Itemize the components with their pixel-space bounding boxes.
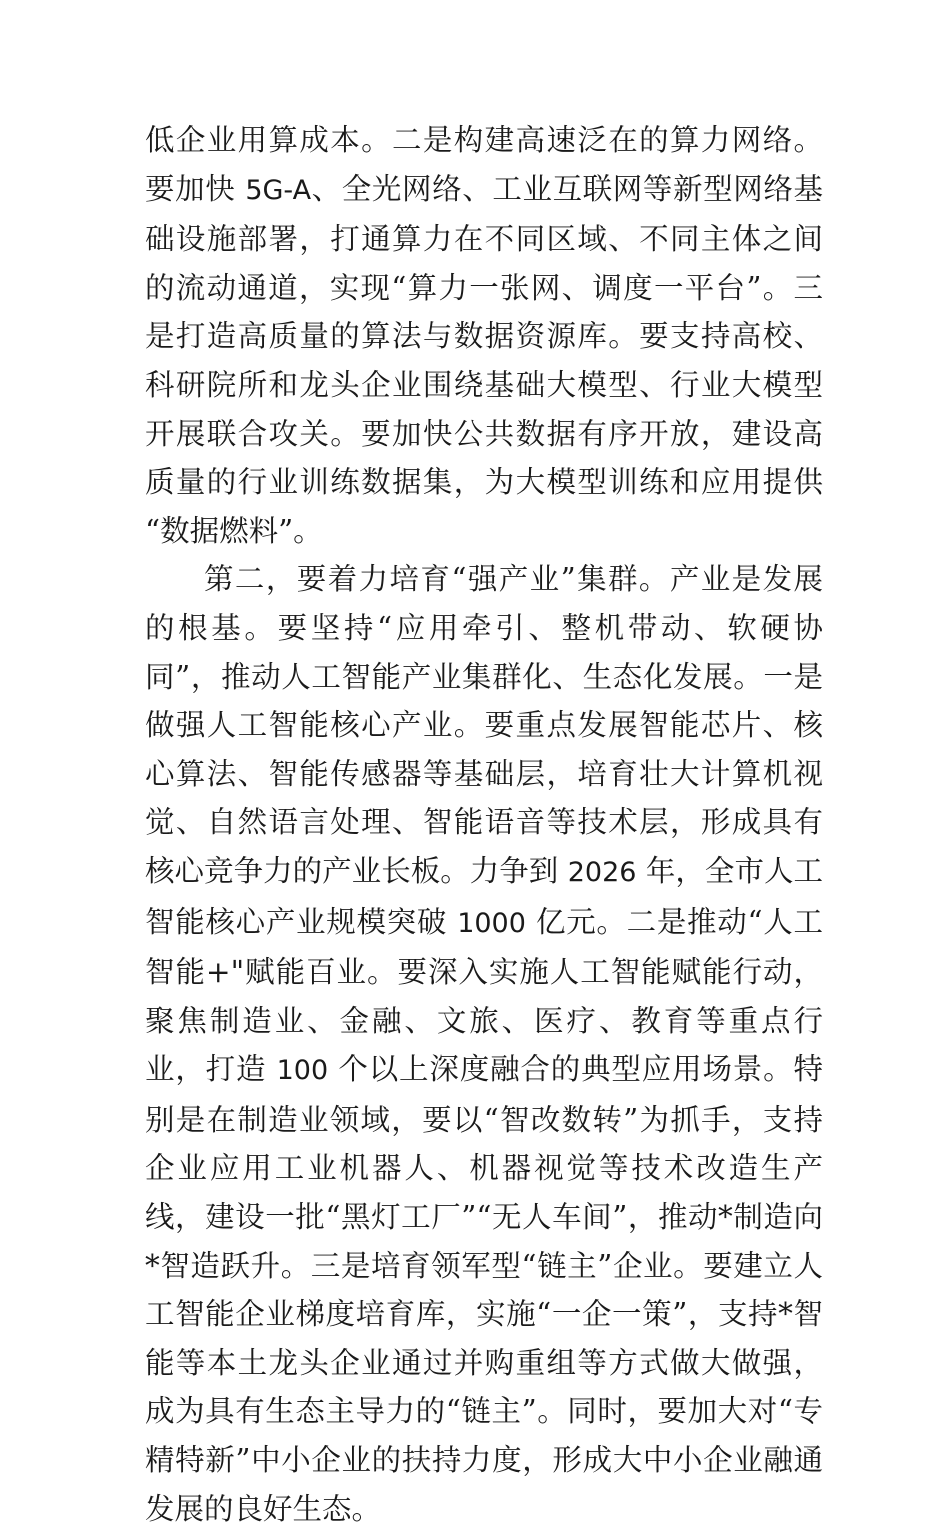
latin-run: 2026	[567, 856, 637, 888]
latin-run: 1000	[457, 907, 526, 939]
paragraph-computing-infrastructure: 低企业用算成本。二是构建高速泛在的算力网络。要加快 5G-A、全光网络、工业互联网等新型网络基础设施部署，打通算力在不同区域、不同主体之间的流动通道，实现“算力一张网、调度一平台”。三是打造高质量的算法与数据资源库。要支持高校、科研院所和龙头企业围绕基础大模型、行业大模型开展联合攻关。要加快公共数据有序开放，建设高质量的行业训练数据集，为大模型训练和应用提供“数据燃料”。	[145, 123, 823, 548]
paragraph-strong-industry-cluster: 第二，要着力培育“强产业”集群。产业是发展的根基。要坚持“应用牵引、整机带动、软硬协同”，推动人工智能产业集群化、生态化发展。一是做强人工智能核心产业。要重点发展智能芯片、核心算法、智能传感器等基础层，培育壮大计算机视觉、自然语言处理、智能语音等技术层，形成具有核心竞争力的产业长板。力争到 2026 年，全市人工智能核心产业规模突破 1000 亿元。二是推动“人工智能+"赋能百业。要深入实施人工智能赋能行动，聚焦制造业、金融、文旅、医疗、教育等重点行业，打造 100 个以上深度融合的典型应用场景。特别是在制造业领域，要以“智改数转”为抓手，支持企业应用工业机器人、机器视觉等技术改造生产线，建设一批“黑灯工厂”“无人车间”，推动*制造向*智造跃升。三是培育领军型“链主”企业。要建立人工智能企业梯度培育库，实施“一企一策”，支持*智能等本土龙头企业通过并购重组等方式做大做强，成为具有生态主导力的“链主”。同时，要加大对“专精特新”中小企业的扶持力度，形成大中小企业融通发展的良好生态。	[145, 562, 823, 1526]
latin-run: 5G-A	[245, 174, 312, 206]
body-text-column	[145, 116, 823, 1533]
latin-run: 100	[276, 1055, 329, 1087]
